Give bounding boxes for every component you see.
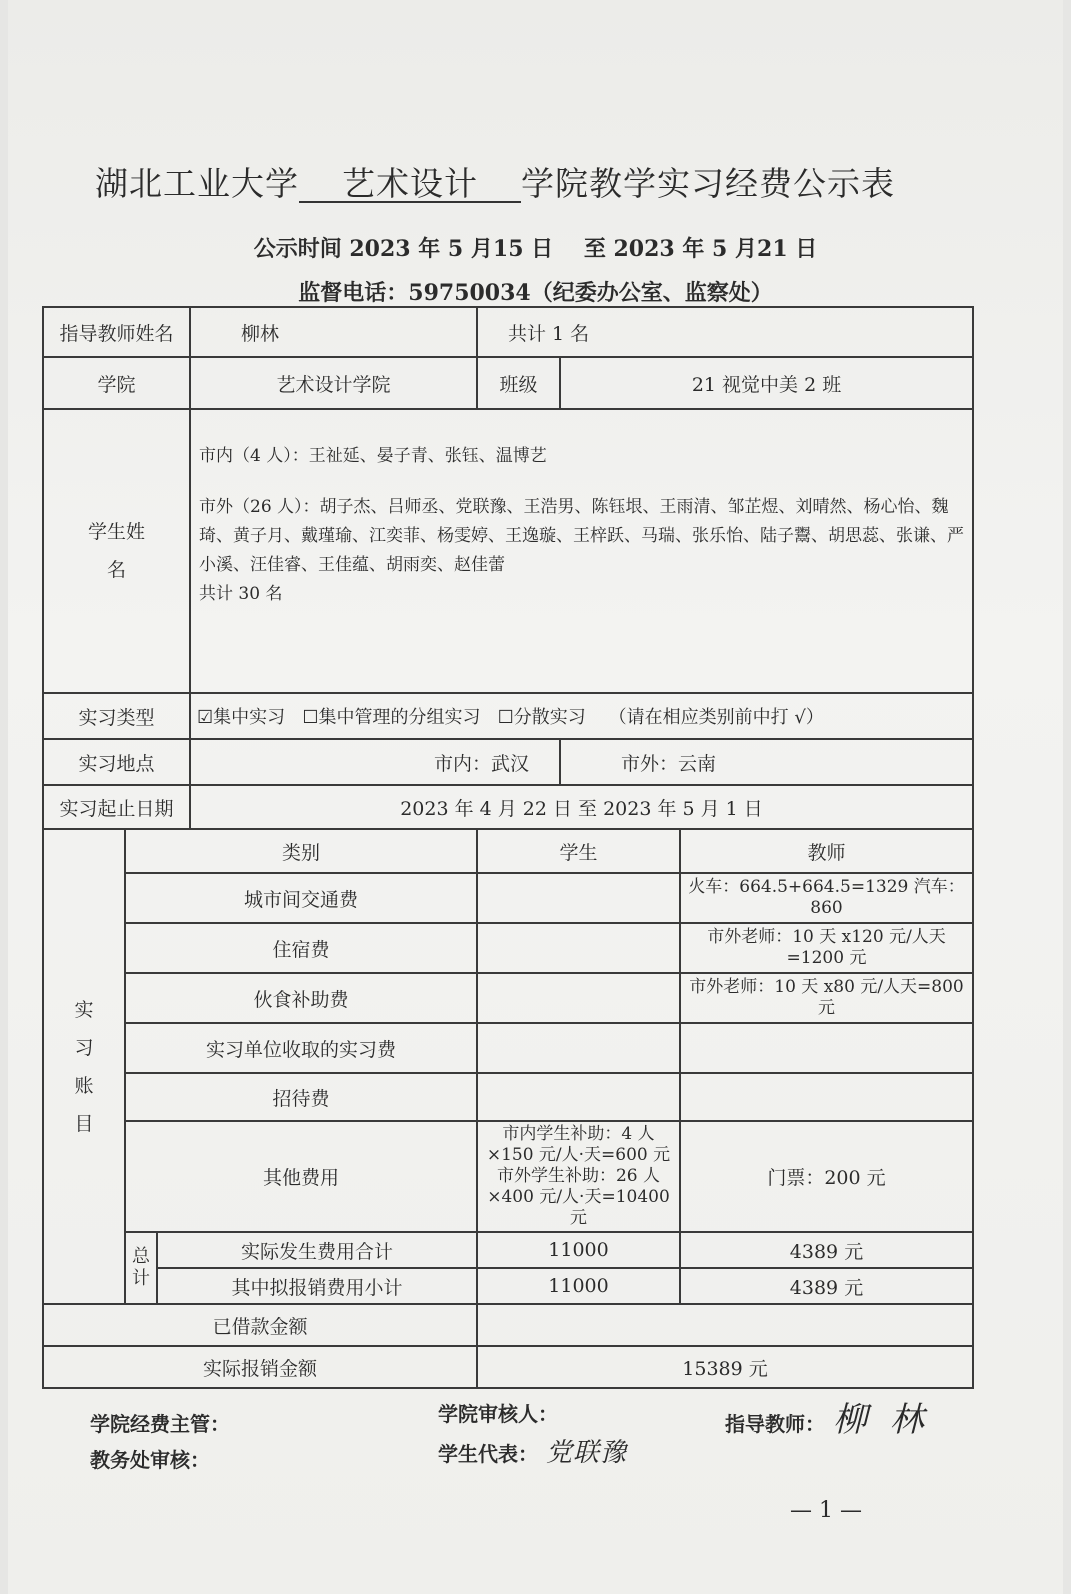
row-student-reception xyxy=(477,1073,680,1121)
students-total: 共计 30 名 xyxy=(199,584,283,604)
teacher-name-label: 指导教师姓名 xyxy=(43,307,190,357)
student-rep-signature: 党联豫 xyxy=(546,1438,628,1468)
practice-type-label: 实习类型 xyxy=(43,693,190,739)
reimb-subtotal-label: 其中拟报销费用小计 xyxy=(157,1268,477,1304)
row-teacher-meals: 市外老师：10 天 x80 元/人天=800 元 xyxy=(680,973,973,1023)
row-student-transport xyxy=(477,873,680,923)
row-teacher-other: 门票：200 元 xyxy=(680,1121,973,1232)
college-label: 学院 xyxy=(43,357,190,409)
notice-label: 公示时间 xyxy=(253,236,342,262)
date-value: 2023 年 4 月 22 日 至 2023 年 5 月 1 日 xyxy=(190,785,973,829)
academic-affairs-label: 教务处审核： xyxy=(90,1448,210,1472)
row-category-meals: 伙食补助费 xyxy=(125,973,477,1023)
row-category-other: 其他费用 xyxy=(125,1121,477,1232)
college-reviewer-label: 学院审核人： xyxy=(438,1402,558,1426)
row-category-unit-fee: 实习单位收取的实习费 xyxy=(125,1023,477,1073)
college-fill: 艺术设计 xyxy=(299,167,521,203)
row-student-lodging xyxy=(477,923,680,973)
row-teacher-transport: 火车：664.5+664.5=1329 汽车：860 xyxy=(680,873,973,923)
type-option-scattered: ☐分散实习 xyxy=(497,707,586,728)
teacher-sign-label: 指导教师： xyxy=(725,1412,825,1436)
college-value: 艺术设计学院 xyxy=(190,357,477,409)
borrowed-value xyxy=(477,1304,973,1346)
borrowed-label: 已借款金额 xyxy=(43,1304,477,1346)
place-label: 实习地点 xyxy=(43,739,190,785)
reimb-subtotal-student: 11000 xyxy=(477,1268,680,1304)
title-suffix: 学院教学实习经费公示表 xyxy=(521,164,895,203)
class-value: 21 视觉中美 2 班 xyxy=(560,357,973,409)
students-out: 市外（26 人）：胡子杰、吕师丞、党联豫、王浩男、陈钰垠、王雨清、邹芷煜、刘晴然、杨心怡、魏琦、黄子月、戴瑾瑜、江奕菲、杨雯婷、王逸璇、王梓跃、马瑞、张乐怡、陆子鬻、胡思蕊、张谦、严小溪、汪佳睿、王佳蕴、胡雨奕、赵佳蕾 xyxy=(199,497,964,575)
row-student-other: 市内学生补助：4 人×150 元/人·天=600 元 市外学生补助：26 人×400 元/人·天=10400 元 xyxy=(477,1121,680,1232)
total-label: 总计 xyxy=(125,1232,157,1304)
notice-end: 2023 年 5 月21 日 xyxy=(613,236,818,262)
actual-reimb-label: 实际报销金额 xyxy=(43,1346,477,1388)
class-label: 班级 xyxy=(477,357,560,409)
actual-total-label: 实际发生费用合计 xyxy=(157,1232,477,1268)
actual-reimb-value: 15389 元 xyxy=(477,1346,973,1388)
student-rep-block xyxy=(438,1432,627,1469)
actual-total-teacher: 4389 元 xyxy=(680,1232,973,1268)
expense-form-table xyxy=(42,306,974,1389)
teacher-name-value: 柳林 xyxy=(190,307,477,357)
col-teacher-header: 教师 xyxy=(680,829,973,873)
finance-supervisor-label: 学院经费主管： xyxy=(90,1412,230,1436)
row-category-lodging: 住宿费 xyxy=(125,923,477,973)
col-category-header: 类别 xyxy=(125,829,477,873)
teacher-signature: 柳 林 xyxy=(833,1400,930,1440)
row-student-unit-fee xyxy=(477,1023,680,1073)
notice-period xyxy=(0,232,1071,263)
title-prefix: 湖北工业大学 xyxy=(95,164,299,203)
ledger-label: 实习账目 xyxy=(43,829,125,1304)
supervision-phone: 监督电话：59750034（纪委办公室、监察处） xyxy=(298,280,773,306)
type-option-concentrated: ☑集中实习 xyxy=(197,707,286,728)
actual-total-student: 11000 xyxy=(477,1232,680,1268)
type-option-grouped: ☐集中管理的分组实习 xyxy=(302,707,481,728)
students-label: 学生姓名 xyxy=(43,409,190,693)
teacher-count: 共计 1 名 xyxy=(477,307,973,357)
type-note: （请在相应类别前中打 √） xyxy=(608,707,824,728)
notice-start: 2023 年 5 月15 日 xyxy=(349,236,554,262)
student-rep-label: 学生代表： xyxy=(438,1442,538,1466)
practice-type-options xyxy=(190,693,973,739)
row-category-transport: 城市间交通费 xyxy=(125,873,477,923)
row-teacher-reception xyxy=(680,1073,973,1121)
page-number: — 1 — xyxy=(790,1498,862,1523)
document-title xyxy=(95,158,1025,205)
teacher-signature-block xyxy=(725,1392,930,1441)
notice-to: 至 xyxy=(583,236,606,262)
row-teacher-unit-fee xyxy=(680,1023,973,1073)
reimb-subtotal-teacher: 4389 元 xyxy=(680,1268,973,1304)
row-student-meals xyxy=(477,973,680,1023)
place-city: 市内：武汉 xyxy=(190,739,560,785)
row-teacher-lodging: 市外老师：10 天 x120 元/人天=1200 元 xyxy=(680,923,973,973)
row-category-reception: 招待费 xyxy=(125,1073,477,1121)
students-city: 市内（4 人）：王祉延、晏子青、张钰、温博艺 xyxy=(199,446,547,466)
place-out: 市外：云南 xyxy=(560,739,973,785)
students-list xyxy=(190,409,973,693)
col-student-header: 学生 xyxy=(477,829,680,873)
date-label: 实习起止日期 xyxy=(43,785,190,829)
